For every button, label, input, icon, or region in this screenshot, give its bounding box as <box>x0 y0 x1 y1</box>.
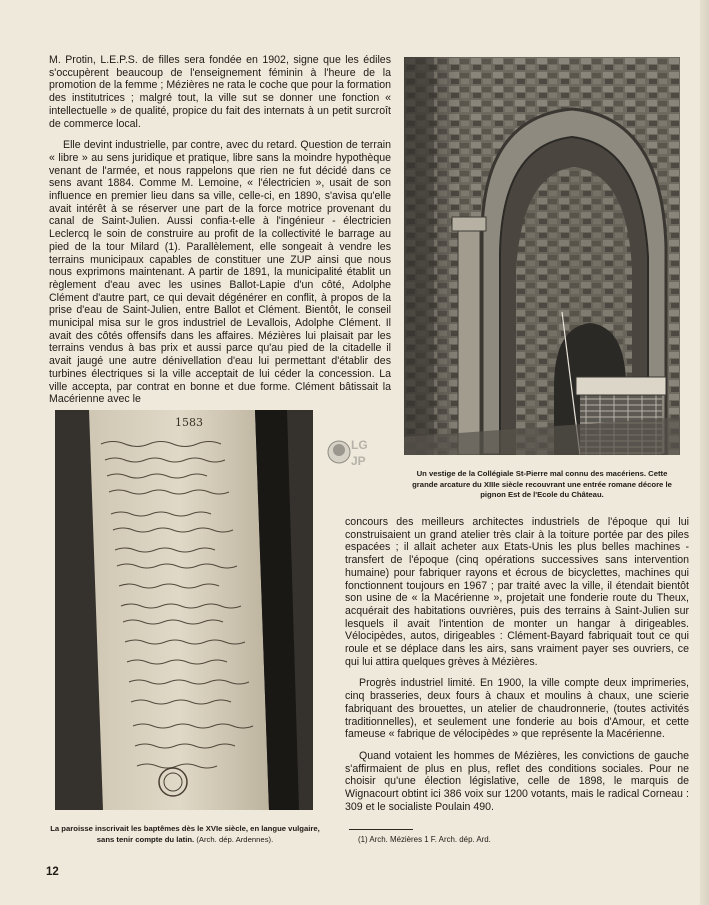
footnote: (1) Arch. Mézières 1 F. Arch. dép. Ard. <box>358 835 491 844</box>
svg-text:JP: JP <box>351 454 366 468</box>
left-text-column <box>49 54 391 415</box>
scan-edge <box>700 0 709 905</box>
collegiale-arch-photo <box>404 57 680 455</box>
right-text-column <box>345 516 689 822</box>
manuscript-caption-text: La paroisse inscrivait les baptêmes dès le XVIe siècle, en langue vulgaire, sans tenir compte du latin. <box>50 824 320 844</box>
paragraph-industry: Elle devint industrielle, par contre, avec du retard. Question de terrain « libre » au sens juridique et pratique, libre sans la moindre hypothèque venant de l'armée, et nous rappelons que rien ne fut décidé dans ce sens avant 1884. Comme M. Lemoine, « l'électricien », usait de son influence en premier lieu dans sa ville, celle-ci, en 1890, s'avisa qu'elle avait intérêt à se réserver une part de la force motrice provenant du canal de Saint-Julien. Aussi confia-t-elle à l'ingénieur - électricien Leclercq le soin de construire au profit de la collectivité le barrage au pied de la tour Milard (1). Parallèlement, elle songeait à vendre les terrains municipaux capables de constituer une ZUP ainsi que nous nous exprimons maintenant. A partir de 1891, la municipalité établit un règlement d'eau avec les usines Ballot-Lapie d'un côté, Adolphe Clément d'autre part, ce qui devait dégénérer en conflit, à propos de la prise d'eau de Saint-Julien, entre Ballot et Clément. Bientôt, le conseil municipal misa sur le gros industriel de Levallois, Adolphe Clément. Il avait des côtés offensifs dans les affaires. Mézières lui plaisait par les terrains vendus à bas prix et aussi parce qu'au pied de la citadelle il avait jaugé une autre dénivellation d'eau lui permettant d'établir des turbines électriques si la ville acceptait de lui céder la concession. La ville accepta, par contrat en bonne et due forme. Clément bâtissait la Macérienne avec le <box>49 139 391 406</box>
baptism-register-photo <box>55 410 313 810</box>
svg-text:LG: LG <box>351 438 368 452</box>
manuscript-illustration <box>55 410 313 810</box>
paragraph-progress: Progrès industriel limité. En 1900, la ville compte deux imprimeries, cinq brasseries, deux fours à chaux et moulins à chaux, une scierie fabriquant des brouettes, un atelier de chaudronnerie, (toutes activités traditionnelles), et seulement une fonderie au bois d'Amour, et cette fameuse « fabrique de vélocipèdes » que représente la Macérienne. <box>345 677 689 741</box>
library-stamp <box>325 434 373 474</box>
paragraph-elections: Quand votaient les hommes de Mézières, les convictions de gauche s'affirmaient de plus en plus, reflet des conditions sociales. Pour ne choisir qu'une élection législative, celle de 1898, le marquis de Wignacourt obtint ici 386 voix sur 1200 votants, mais le radical Corneau : 309 et le socialiste Poulain 490. <box>345 749 689 813</box>
arch-photo-illustration <box>404 57 680 455</box>
paragraph-education: M. Protin, L.E.P.S. de filles sera fondée en 1902, signe que les édiles s'occupèrent beaucoup de l'enseignement féminin à l'heure de la promotion de la femme ; Mézières ne rata le coche que pour la formation des institutrices ; malgré tout, la ville sut se donner une fonction « intellectuelle » de qualité, propice du fait des internats à un petit surcroît de commerce local. <box>49 54 391 130</box>
manuscript-caption-source: (Arch. dép. Ardennes). <box>196 834 274 844</box>
paragraph-clement: concours des meilleurs architectes industriels de l'époque qui lui construisaient un grand atelier très clair à la toiture portée par des piles espacées ; il allait acheter aux Etats-Unis les plus belles machines - transfert de l'époque (cinq opérations successives sans intervention humaine) pour fabriquer rayons et écrous de bicyclettes, machines qui fonctionnent toujours en 1967 ; par traité avec la ville, il étendait bientôt son usine de « la Macérienne », projetait une fonderie route du Theux, acquérait des habitations ouvrières, puis des terrains à Saint-Julien sur lesquels il avait l'intention de monter un hangar à dirigeables. Vélocipèdes, autos, dirigeables : Clément-Bayard fabriquait tout ce qui roule et se déplace dans les airs, sans vraiment payer ses ouvriers, ce qui lui attira quelques grèves à Mézières. <box>345 516 689 668</box>
page-number: 12 <box>46 866 59 878</box>
manuscript-photo-caption <box>49 824 321 845</box>
manuscript-date: 1583 <box>175 416 203 429</box>
arch-photo-caption: Un vestige de la Collégiale St-Pierre mal connu des macériens. Cette grande arcature du XIIIe siècle recouvrant une entrée romane décore le pignon Est de l'Ecole du Château. <box>412 469 672 500</box>
footnote-divider <box>349 829 413 830</box>
